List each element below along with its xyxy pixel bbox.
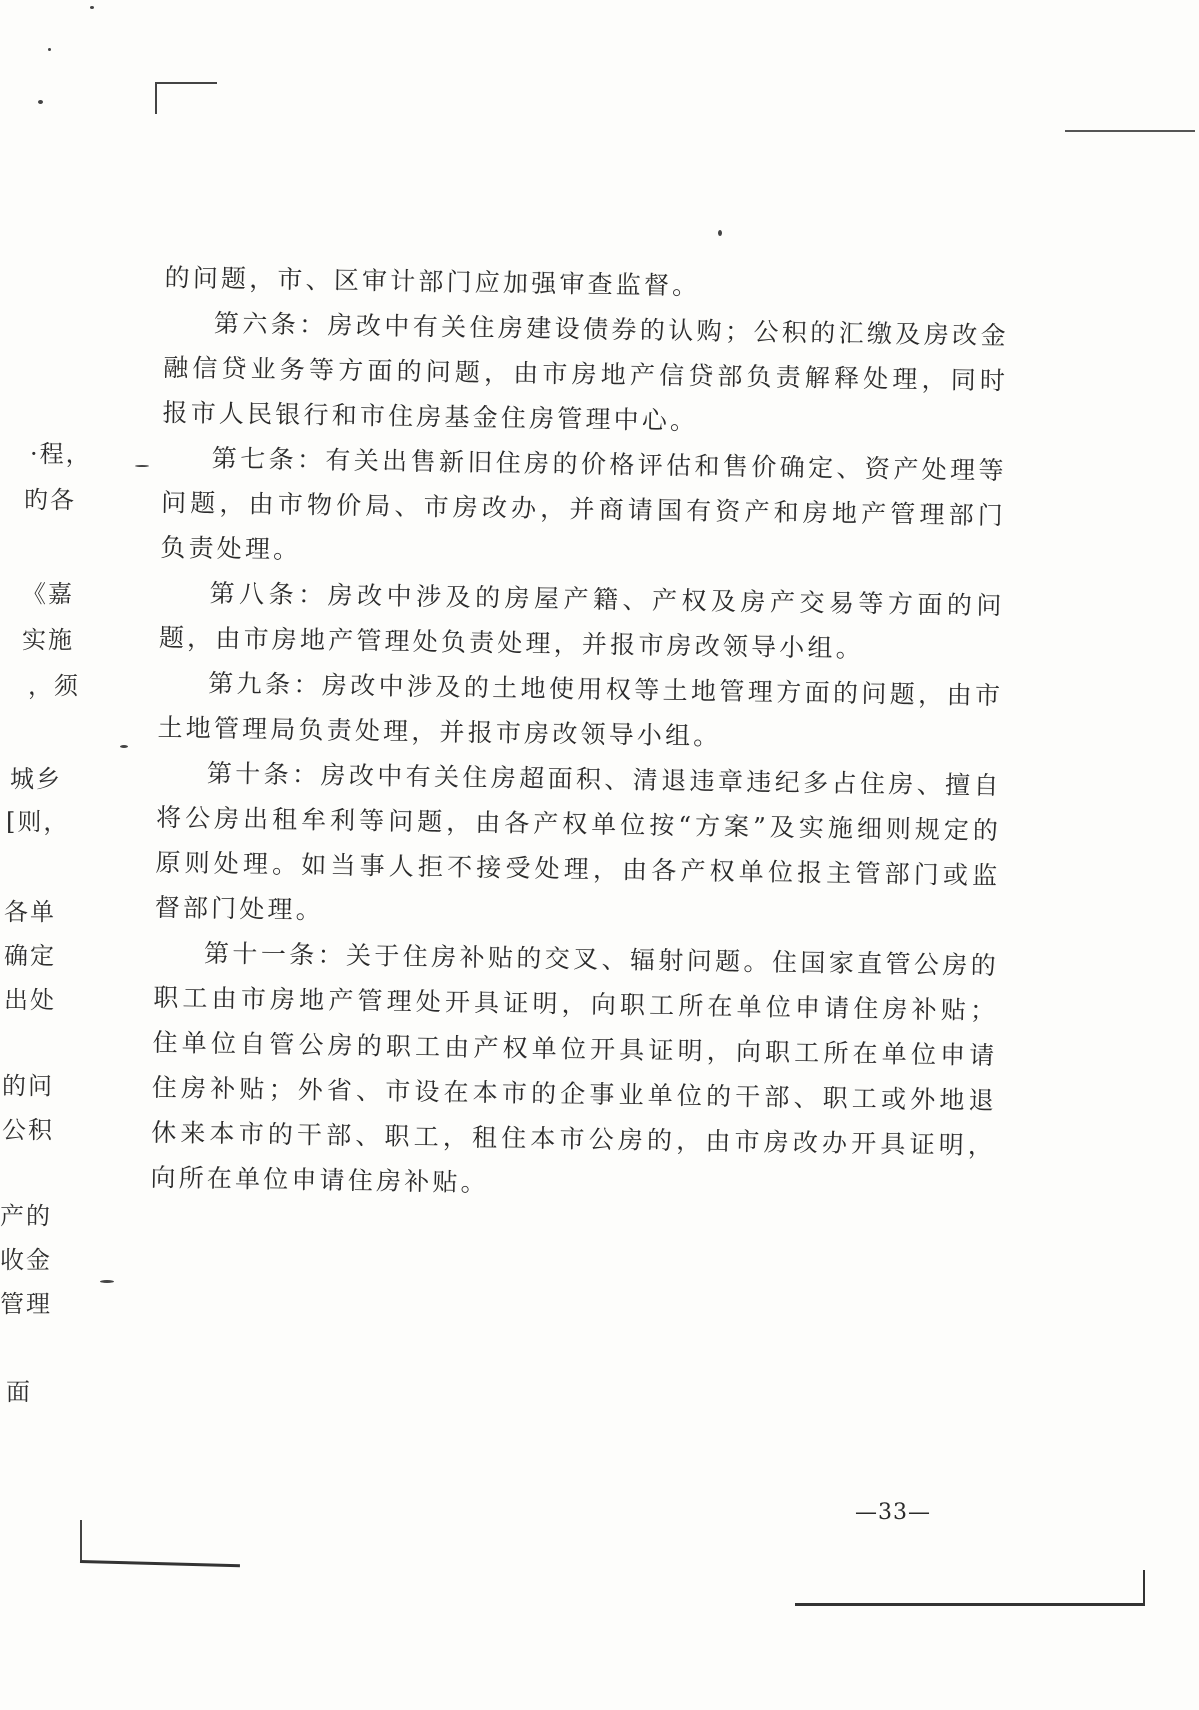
article-10: 第十条：房改中有关住房超面积、清退违章违纪多占住房、擅自将公房出租牟利等问题，由各产权单位按“方案”及实施细则规定的原则处理。如当事人拒不接受处理，由各产权单位报主管部门或监督部门处理。	[154, 758, 1002, 925]
document-body	[150, 255, 1010, 1213]
margin-fragment: ，须	[28, 672, 80, 700]
page-number: —33—	[855, 1500, 931, 1525]
scan-speck	[718, 230, 722, 236]
scan-speck	[135, 465, 149, 467]
paragraph-continuation: 的问题，市、区审计部门应加强审查监督。	[164, 262, 701, 301]
article-7: 第七条：有关出售新旧住房的价格评估和售价确定、资产处理等问题，由市物价局、市房改办，并商请国有资产和房地产管理部门负责处理。	[160, 443, 1007, 565]
scan-edge-line	[1065, 130, 1195, 132]
margin-fragment: 旳各	[24, 486, 76, 514]
scan-edge-line	[80, 1520, 82, 1560]
margin-fragment: 产的	[0, 1202, 52, 1230]
facing-page-fragments	[0, 440, 110, 1440]
scan-edge-line	[80, 1560, 240, 1567]
article-11: 第十一条：关于住房补贴的交叉、辐射问题。住国家直管公房的职工由市房地产管理处开具证明，向职工所在单位申请住房补贴；住单位自管公房的职工由产权单位开具证明，向职工所在单位申请住房补贴；外省、市设在本市的企事业单位的干部、职工或外地退休来本市的干部、职工，租住本市公房的，由市房改办开具证明，向所在单位申请住房补贴。	[150, 938, 1000, 1198]
article-9: 第九条：房改中涉及的土地使用权等土地管理方面的问题，由市土地管理局负责处理，并报市房改领导小组。	[157, 668, 1004, 751]
margin-fragment: 收金	[0, 1246, 52, 1274]
margin-fragment: 管理	[0, 1290, 52, 1318]
margin-fragment: 的问	[2, 1072, 54, 1100]
article-6: 第六条：房改中有关住房建设债券的认购；公积的汇缴及房改金融信贷业务等方面的问题，由市房地产信贷部负责解释处理，同时报市人民银行和市住房基金住房管理中心。	[162, 308, 1010, 436]
scan-speck	[38, 100, 43, 104]
margin-fragment: 《嘉	[22, 580, 74, 608]
margin-fragment: 公积	[2, 1116, 54, 1144]
margin-fragment: 确定	[4, 942, 56, 970]
article-8: 第八条：房改中涉及的房屋产籍、产权及房产交易等方面的问题，由市房地产管理处负责处理，并报市房改领导小组。	[158, 578, 1005, 664]
scan-speck	[48, 48, 51, 51]
scan-corner-mark	[155, 82, 217, 114]
scan-speck	[90, 6, 94, 9]
scan-edge-line	[1143, 1570, 1145, 1606]
margin-fragment: 实施	[22, 626, 74, 654]
margin-fragment: 面	[6, 1378, 32, 1406]
margin-fragment: 出处	[4, 986, 56, 1014]
scan-edge-line	[795, 1603, 1145, 1606]
margin-fragment: 各单	[4, 898, 56, 926]
scan-speck	[120, 745, 128, 748]
margin-fragment: ·程，	[30, 440, 92, 468]
margin-fragment: 城乡	[10, 765, 62, 793]
margin-fragment: [则，	[6, 808, 70, 836]
